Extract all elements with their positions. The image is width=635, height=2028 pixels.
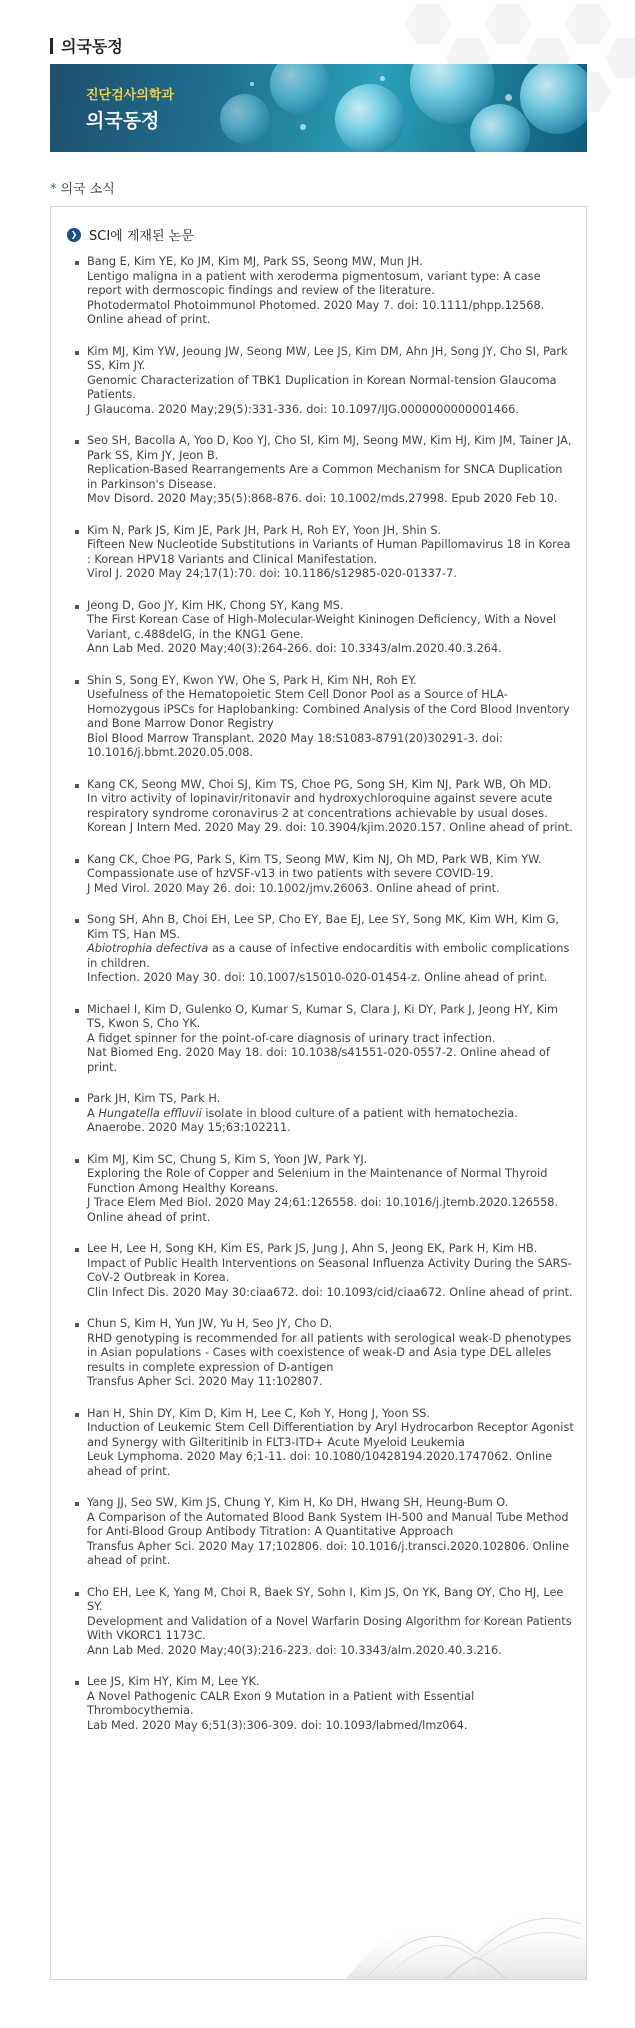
pub-authors: Cho EH, Lee K, Yang M, Choi R, Baek SY, Sohn I, Kim JS, On YK, Bang OY, Cho HJ, Lee SY. bbox=[87, 1585, 564, 1613]
page-title-text: 의국동정 bbox=[61, 37, 123, 56]
title-bar-marker bbox=[50, 38, 53, 54]
pub-title-species: Hungatella effluvii bbox=[98, 1106, 202, 1120]
pub-citation: Nat Biomed Eng. 2020 May 18. doi: 10.1038/s41551-020-0557-2. Online ahead of print. bbox=[87, 1046, 550, 1074]
pub-citation: Ann Lab Med. 2020 May;40(3):216-223. doi: 10.3343/alm.2020.40.3.216. bbox=[87, 1643, 502, 1657]
publication-item bbox=[71, 1407, 576, 1480]
banner-title: 의국동정 bbox=[86, 110, 160, 132]
publication-item bbox=[71, 674, 576, 761]
pub-authors: Chun S, Kim H, Yun JW, Yu H, Seo JY, Cho D. bbox=[87, 1317, 333, 1330]
pub-citation: Infection. 2020 May 30. doi: 10.1007/s15010-020-01454-z. Online ahead of print. bbox=[87, 971, 548, 984]
pub-title: as a cause of infective endocarditis with embolic complications in children. bbox=[87, 942, 570, 970]
pub-authors: Jeong D, Goo JY, Kim HK, Chong SY, Kang MS. bbox=[87, 598, 344, 612]
pub-title: Exploring the Role of Copper and Selenium in the Maintenance of Normal Thyroid Function Among Healthy Koreans. bbox=[87, 1167, 548, 1195]
pub-title: The First Korean Case of High-Molecular-Weight Kininogen Deficiency, With a Novel Variant, c.488delG, in the KNG1 Gene. bbox=[87, 613, 557, 641]
bullet-star-icon: * bbox=[50, 182, 57, 197]
publication-item bbox=[71, 524, 576, 582]
pub-title: isolate in blood culture of a patient with hematochezia. bbox=[201, 1106, 518, 1120]
pub-title-species: Abiotrophia defectiva bbox=[87, 942, 209, 955]
publication-item bbox=[71, 345, 576, 418]
section-label-text: 의국 소식 bbox=[60, 182, 115, 197]
publication-item bbox=[71, 1675, 576, 1733]
pub-citation: J Trace Elem Med Biol. 2020 May 24;61:126558. doi: 10.1016/j.jtemb.2020.126558. Online ahead of print. bbox=[87, 1196, 559, 1224]
publication-item bbox=[71, 1586, 576, 1659]
publication-item bbox=[71, 1496, 576, 1569]
pub-citation: Virol J. 2020 May 24;17(1):70. doi: 10.1186/s12985-020-01337-7. bbox=[87, 567, 457, 580]
pub-authors: Song SH, Ahn B, Choi EH, Lee SP, Cho EY, Bae EJ, Lee SY, Song MK, Kim WH, Kim G, Kim TS, Han MS. bbox=[87, 913, 559, 941]
publication-item bbox=[71, 778, 576, 836]
pub-title: Replication-Based Rearrangements Are a Common Mechanism for SNCA Duplication in Parkinson's Disease. bbox=[87, 463, 563, 491]
pub-citation: Mov Disord. 2020 May;35(5):868-876. doi: 10.1002/mds.27998. Epub 2020 Feb 10. bbox=[87, 492, 558, 505]
box-header bbox=[67, 225, 194, 244]
page-title bbox=[50, 34, 123, 57]
publication-item bbox=[71, 434, 576, 507]
pub-authors: Kang CK, Seong MW, Choi SJ, Kim TS, Choe PG, Song SH, Kim NJ, Park WB, Oh MD. bbox=[87, 777, 552, 791]
pub-title: A Novel Pathogenic CALR Exon 9 Mutation in a Patient with Essential Thrombocythemia. bbox=[87, 1689, 475, 1717]
pub-authors: Han H, Shin DY, Kim D, Kim H, Lee C, Koh Y, Hong J, Yoon SS. bbox=[87, 1406, 431, 1420]
pub-citation: Photodermatol Photoimmunol Photomed. 2020 May 7. doi: 10.1111/phpp.12568. Online ahead of print. bbox=[87, 298, 545, 326]
pub-authors: Kim N, Park JS, Kim JE, Park JH, Park H, Roh EY, Yoon JH, Shin S. bbox=[87, 523, 442, 537]
open-book-icon bbox=[326, 1829, 586, 1979]
box-title: SCI에 게재된 논문 bbox=[89, 229, 194, 244]
publication-item bbox=[71, 1317, 576, 1390]
pub-authors: Kim MJ, Kim YW, Jeoung JW, Seong MW, Lee JS, Kim DM, Ahn JH, Song JY, Cho SI, Park SS, Kim JY. bbox=[87, 344, 568, 372]
pub-authors: Kim MJ, Kim SC, Chung S, Kim S, Yoon JW, Park YJ. bbox=[87, 1152, 368, 1166]
pub-authors: Kang CK, Choe PG, Park S, Kim TS, Seong MW, Kim NJ, Oh MD, Park WB, Kim YW. bbox=[87, 852, 542, 866]
pub-title: Compassionate use of hzVSF-v13 in two patients with severe COVID-19. bbox=[87, 867, 494, 880]
pub-authors: Lee JS, Kim HY, Kim M, Lee YK. bbox=[87, 1675, 260, 1688]
pub-authors: Yang JJ, Seo SW, Kim JS, Chung Y, Kim H, Ko DH, Hwang SH, Heung-Bum O. bbox=[87, 1496, 509, 1509]
pub-citation: Lab Med. 2020 May 6;51(3):306-309. doi: 10.1093/labmed/lmz064. bbox=[87, 1718, 468, 1732]
pub-title-prefix: A bbox=[87, 1106, 99, 1120]
pub-title: In vitro activity of lopinavir/ritonavir and hydroxychloroquine against severe acute respiratory syndrome coronavirus 2 at concentrations achievable by usual doses. bbox=[87, 792, 553, 820]
pub-citation: J Med Virol. 2020 May 26. doi: 10.1002/jmv.26063. Online ahead of print. bbox=[87, 881, 500, 895]
pub-title: Genomic Characterization of TBK1 Duplication in Korean Normal-tension Glaucoma Patients. bbox=[87, 373, 557, 401]
pub-authors: Park JH, Kim TS, Park H. bbox=[87, 1092, 221, 1105]
header-banner bbox=[50, 64, 587, 152]
pub-citation: Biol Blood Marrow Transplant. 2020 May 18:S1083-8791(20)30291-3. doi: 10.1016/j.bbmt.2020.05.008. bbox=[87, 731, 503, 759]
pub-title: Induction of Leukemic Stem Cell Differentiation by Aryl Hydrocarbon Receptor Agonist and Synergy with Gilteritinib in FLT3-ITD+ Acute Myeloid Leukemia bbox=[87, 1421, 574, 1449]
pub-title: Usefulness of the Hematopoietic Stem Cell Donor Pool as a Source of HLA-Homozygous iPSCs for Haplobanking: Combined Analysis of the Cord Blood Inventory and Bone Marrow Donor Registry bbox=[87, 688, 570, 730]
publication-item bbox=[71, 1153, 576, 1226]
publication-item bbox=[71, 853, 576, 897]
pub-title-line bbox=[87, 942, 576, 971]
pub-citation: Transfus Apher Sci. 2020 May 17;102806. doi: 10.1016/j.transci.2020.102806. Online ahead of print. bbox=[87, 1539, 570, 1567]
pub-title: Impact of Public Health Interventions on Seasonal Influenza Activity During the SARS-CoV-2 Outbreak in Korea. bbox=[87, 1256, 572, 1284]
pub-authors: Seo SH, Bacolla A, Yoo D, Koo YJ, Cho SI, Kim MJ, Seong MW, Kim HJ, Kim JM, Tainer JA, Park SS, Kim JY, Jeon B. bbox=[87, 434, 572, 462]
pub-title: Lentigo maligna in a patient with xeroderma pigmentosum, variant type: A case report with dermoscopic findings and review of the literature. bbox=[87, 269, 541, 297]
pub-citation: Transfus Apher Sci. 2020 May 11:102807. bbox=[87, 1375, 323, 1388]
publications-box bbox=[50, 206, 587, 1980]
publication-item bbox=[71, 599, 576, 657]
pub-authors: Lee H, Lee H, Song KH, Kim ES, Park JS, Jung J, Ahn S, Jeong EK, Park H, Kim HB. bbox=[87, 1242, 538, 1255]
pub-title-line bbox=[87, 1107, 576, 1122]
pub-title: Fifteen New Nucleotide Substitutions in Variants of Human Papillomavirus 18 in Korea : Korean HPV18 Variants and Clinical Manifestation. bbox=[87, 538, 571, 566]
pub-title: Development and Validation of a Novel Warfarin Dosing Algorithm for Korean Patients With VKORC1 1173C. bbox=[87, 1614, 572, 1642]
pub-authors: Bang E, Kim YE, Ko JM, Kim MJ, Park SS, Seong MW, Mun JH. bbox=[87, 255, 423, 268]
pub-citation: Ann Lab Med. 2020 May;40(3):264-266. doi: 10.3343/alm.2020.40.3.264. bbox=[87, 642, 502, 655]
pub-citation: J Glaucoma. 2020 May;29(5):331-336. doi: 10.1097/IJG.0000000000001466. bbox=[87, 402, 519, 416]
publication-list bbox=[71, 255, 576, 1750]
publication-item bbox=[71, 1092, 576, 1136]
publication-item bbox=[71, 913, 576, 986]
chevron-right-circle-icon: ❯ bbox=[67, 228, 81, 242]
publication-item bbox=[71, 1242, 576, 1300]
pub-citation: Korean J Intern Med. 2020 May 29. doi: 10.3904/kjim.2020.157. Online ahead of print. bbox=[87, 821, 573, 834]
pub-title: A Comparison of the Automated Blood Bank System IH-500 and Manual Tube Method for Anti-Blood Group Antibody Titration: A Quantitative Approach bbox=[87, 1510, 569, 1538]
publication-item bbox=[71, 1003, 576, 1076]
pub-citation: Anaerobe. 2020 May 15;63:102211. bbox=[87, 1121, 291, 1134]
pub-title: A fidget spinner for the point-of-care diagnosis of urinary tract infection. bbox=[87, 1031, 496, 1045]
section-label bbox=[50, 178, 115, 197]
pub-citation: Clin Infect Dis. 2020 May 30:ciaa672. doi: 10.1093/cid/ciaa672. Online ahead of print. bbox=[87, 1285, 573, 1299]
publication-item bbox=[71, 255, 576, 328]
pub-title: RHD genotyping is recommended for all patients with serological weak-D phenotypes in Asian populations - Cases with coexistence of weak-D and Asia type DEL alleles results in complete expression of D-antigen bbox=[87, 1331, 572, 1374]
banner-subtitle: 진단검사의학과 bbox=[86, 88, 174, 103]
pub-authors: Michael I, Kim D, Gulenko O, Kumar S, Kumar S, Clara J, Ki DY, Park J, Jeong HY, Kim TS, Kwon S, Cho YK. bbox=[87, 1002, 558, 1030]
pub-authors: Shin S, Song EY, Kwon YW, Ohe S, Park H, Kim NH, Roh EY. bbox=[87, 673, 417, 687]
pub-citation: Leuk Lymphoma. 2020 May 6;1-11. doi: 10.1080/10428194.2020.1747062. Online ahead of print. bbox=[87, 1450, 553, 1478]
